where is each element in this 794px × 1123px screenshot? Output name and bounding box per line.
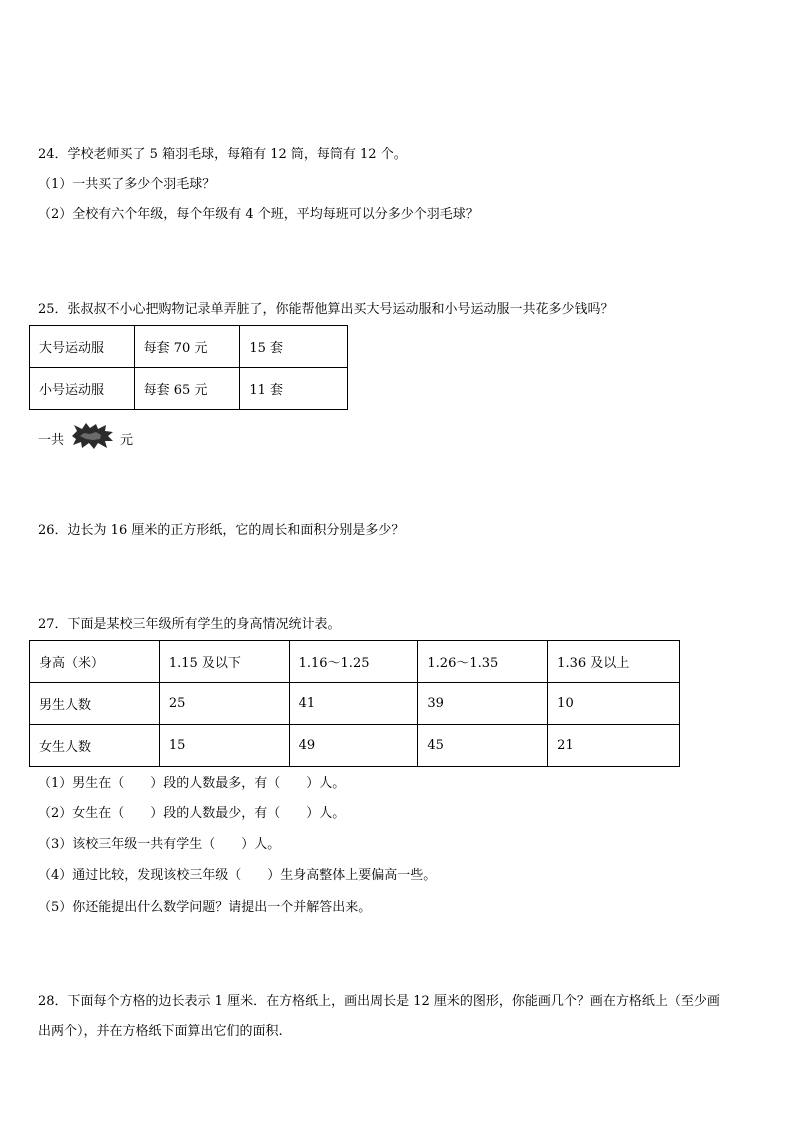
q24-sub1: （1）一共买了多少个羽毛球？: [38, 177, 216, 192]
table-cell: 每套 70 元: [134, 326, 240, 368]
table-cell: 每套 65 元: [134, 368, 240, 410]
table-cell: 10: [548, 683, 680, 725]
table-cell: 女生人数: [30, 725, 160, 767]
q27-sub3: （3）该校三年级一共有学生（ ）人。: [38, 837, 281, 852]
table-cell: 25: [159, 683, 289, 725]
q25-total-prefix: 一共: [38, 432, 65, 448]
q27-sub1: （1）男生在（ ）段的人数最多，有（ ）人。: [38, 776, 346, 791]
table-header-cell: 身高（米）: [30, 641, 160, 683]
table-cell: 45: [418, 725, 548, 767]
q26-stem: 26．边长为 16 厘米的正方形纸，它的周长和面积分别是多少？: [38, 523, 405, 538]
table-cell: 41: [289, 683, 418, 725]
table-row: [30, 683, 680, 725]
q25-table: [29, 325, 348, 410]
table-cell: 大号运动服: [30, 326, 135, 368]
table-header-cell: 1.36 及以上: [548, 641, 680, 683]
q28-line2: 出两个），并在方格纸下面算出它们的面积.: [38, 1024, 283, 1039]
table-header-cell: 1.26～1.35: [418, 641, 548, 683]
table-cell: 11 套: [240, 368, 348, 410]
table-header-cell: 1.15 及以下: [159, 641, 289, 683]
table-cell: 15: [159, 725, 289, 767]
q25-stem: 25．张叔叔不小心把购物记录单弄脏了，你能帮他算出买大号运动服和小号运动服一共花多少钱吗？: [38, 302, 614, 317]
q27-sub2: （2）女生在（ ）段的人数最少，有（ ）人。: [38, 806, 346, 821]
table-row: [30, 368, 348, 410]
ink-stain-icon: [70, 423, 114, 453]
table-cell: 49: [289, 725, 418, 767]
table-cell: 男生人数: [30, 683, 160, 725]
q25-total-suffix: 元: [120, 432, 134, 448]
q27-table: [29, 640, 680, 767]
q27-stem: 27．下面是某校三年级所有学生的身高情况统计表。: [38, 617, 341, 632]
q25-total-line: [38, 423, 133, 453]
q24-stem: 24．学校老师买了 5 箱羽毛球，每箱有 12 筒，每筒有 12 个。: [38, 147, 407, 162]
table-row: [30, 725, 680, 767]
table-row: [30, 326, 348, 368]
table-cell: 39: [418, 683, 548, 725]
q28-line1: 28．下面每个方格的边长表示 1 厘米．在方格纸上，画出周长是 12 厘米的图形，你能画几个？画在方格纸上（至少画: [38, 994, 720, 1009]
q27-sub4: （4）通过比较，发现该校三年级（ ）生身高整体上要偏高一些。: [38, 868, 437, 883]
table-cell: 小号运动服: [30, 368, 135, 410]
q27-sub5: （5）你还能提出什么数学问题？请提出一个并解答出来。: [38, 900, 372, 915]
table-header-cell: 1.16～1.25: [289, 641, 418, 683]
table-cell: 21: [548, 725, 680, 767]
q24-sub2: （2）全校有六个年级，每个年级有 4 个班，平均每班可以分多少个羽毛球？: [38, 207, 479, 222]
table-cell: 15 套: [240, 326, 348, 368]
table-header-row: [30, 641, 680, 683]
